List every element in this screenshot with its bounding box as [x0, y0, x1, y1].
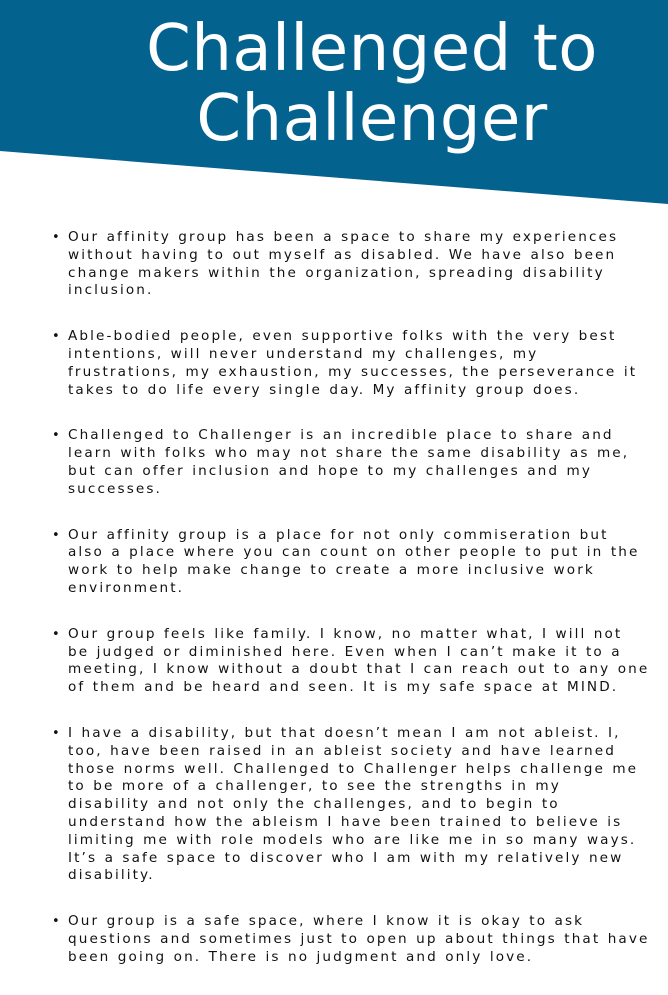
bullet-icon: •	[52, 725, 62, 741]
quote-text: I have a disability, but that doesn’t mean I am not ableist. I, too, have been raised in an ableist society and have learned those norms well. Challenged to Challenger helps challenge me to be more of a challenger, to see the strengths in my disability and not only the challenges, and to begin to understand how the ableism I have been trained to believe is limiting me with role models who are like me in so many ways. It’s a safe space to discover who I am with my relatively new disability.	[68, 724, 639, 884]
quote-item	[50, 913, 650, 966]
bullet-icon: •	[52, 626, 62, 642]
quote-item	[50, 527, 650, 598]
bullet-icon: •	[52, 527, 62, 543]
quote-text: Our group is a safe space, where I know it is okay to ask questions and sometimes just to open up about things that have been going on. There is no judgment and only love.	[68, 913, 650, 965]
quote-text: Our affinity group is a place for not only commiseration but also a place where you can count on other people to put in the work to help make change to create a more inclusive work environment.	[68, 526, 640, 596]
quote-item	[50, 725, 650, 885]
quote-text: Able-bodied people, even supportive folks with the very best intentions, will never understand my challenges, my frustrations, my exhaustion, my successes, the perseverance it takes to do life every single day. My affinity group does.	[68, 328, 638, 398]
quote-item	[50, 328, 650, 399]
bullet-icon: •	[52, 329, 62, 345]
quote-list	[50, 229, 650, 995]
quote-item	[50, 626, 650, 697]
bullet-icon: •	[52, 230, 62, 245]
quote-text: Our affinity group has been a space to share my experiences without having to out myself as disabled. We have also been change makers within the organization, spreading disability inclusion.	[68, 229, 619, 299]
quote-text: Challenged to Challenger is an incredible place to share and learn with folks who may not share the same disability as me, but can offer inclusion and hope to my challenges and my successes.	[68, 427, 630, 497]
bullet-icon: •	[52, 428, 62, 444]
quote-item	[50, 229, 650, 300]
page-title: Challenged to Challenger	[146, 12, 598, 156]
quote-item	[50, 427, 650, 498]
bullet-icon: •	[52, 914, 62, 930]
quote-text: Our group feels like family. I know, no matter what, I will not be judged or diminished here. Even when I can’t make it to a meeting, I know without a doubt that I can reach out to any one of them and be heard and seen. It is my safe space at MIND.	[68, 625, 650, 696]
